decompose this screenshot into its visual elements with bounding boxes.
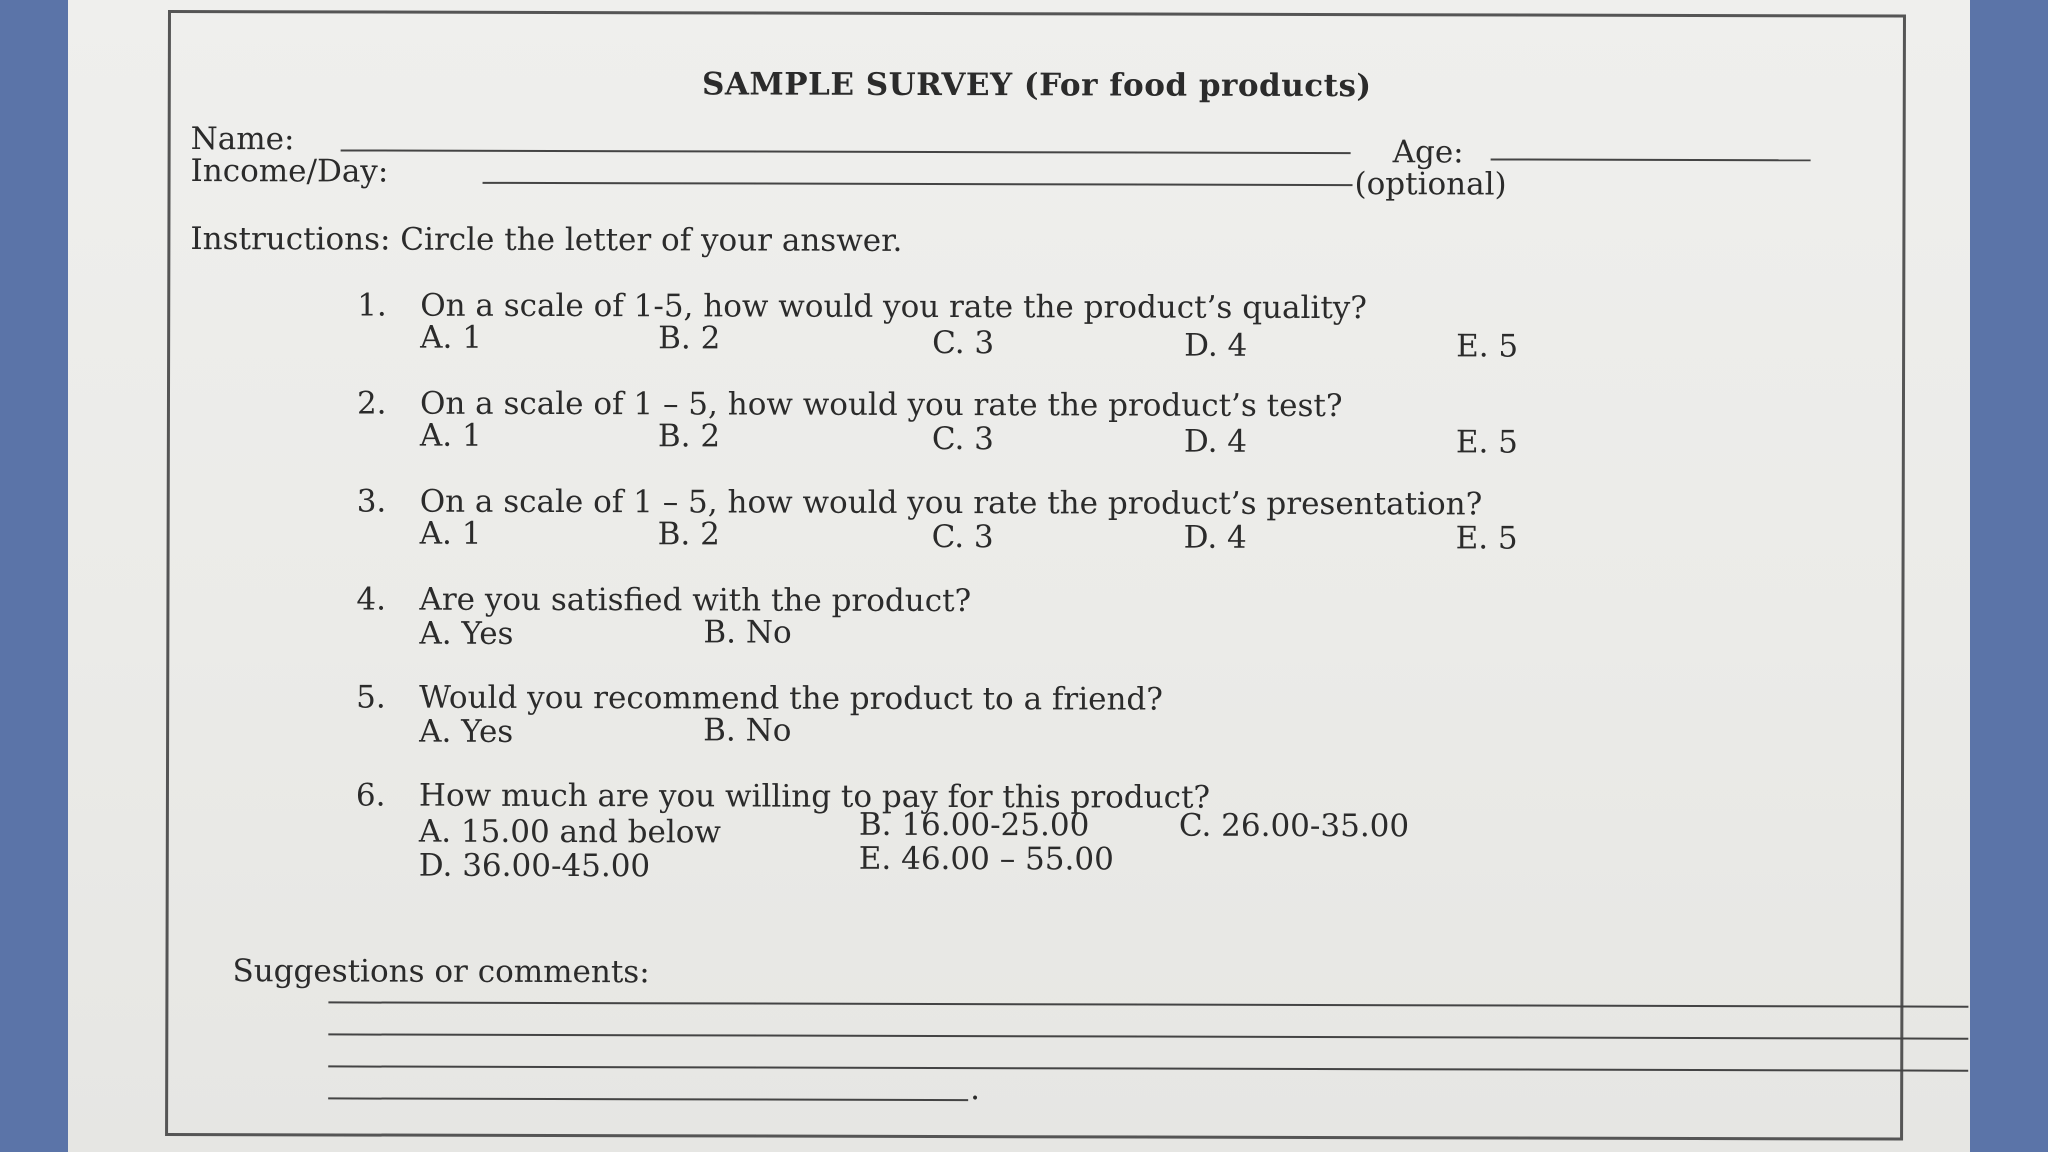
question-number: 5. <box>356 679 386 716</box>
question-4 <box>356 581 972 620</box>
name-label: Name: <box>190 121 295 158</box>
question-text: Are you satisfied with the product? <box>419 581 972 620</box>
q3-option-e[interactable]: E. 5 <box>1455 520 1518 557</box>
comments-line-3[interactable] <box>328 1065 1968 1071</box>
q5-option-a[interactable]: A. Yes <box>419 713 514 750</box>
comments-line-2[interactable] <box>328 1033 1968 1039</box>
q1-option-c[interactable]: C. 3 <box>932 325 995 362</box>
question-text: On a scale of 1 – 5, how would you rate the product’s test? <box>419 385 1343 425</box>
question-text: How much are you willing to pay for this product? <box>418 777 1211 816</box>
q4-option-b[interactable]: B. No <box>703 614 792 651</box>
question-3 <box>356 483 1483 523</box>
q6-option-c[interactable]: C. 26.00-35.00 <box>1178 807 1410 845</box>
q2-option-e[interactable]: E. 5 <box>1455 424 1518 461</box>
question-number: 1. <box>357 287 387 324</box>
q5-option-b[interactable]: B. No <box>703 712 792 749</box>
q3-option-d[interactable]: D. 4 <box>1183 519 1247 556</box>
q3-option-c[interactable]: C. 3 <box>931 519 994 556</box>
instructions-text: Instructions: Circle the letter of your answer. <box>190 221 903 259</box>
age-field[interactable] <box>1491 158 1811 161</box>
survey-title: SAMPLE SURVEY (For food products) <box>701 66 1372 105</box>
income-label: Income/Day: <box>190 153 389 190</box>
income-field[interactable] <box>483 182 1353 186</box>
question-number: 6. <box>355 777 386 814</box>
q1-option-a[interactable]: A. 1 <box>420 319 483 356</box>
q1-option-b[interactable]: B. 2 <box>658 320 721 357</box>
q3-option-a[interactable]: A. 1 <box>419 515 482 552</box>
question-1 <box>357 287 1367 327</box>
q2-option-a[interactable]: A. 1 <box>419 417 482 454</box>
question-text: Would you recommend the product to a friend? <box>419 679 1163 718</box>
question-number: 3. <box>356 483 387 520</box>
question-number: 2. <box>356 385 387 422</box>
q6-option-e[interactable]: E. 46.00 – 55.00 <box>858 840 1114 878</box>
q2-option-b[interactable]: B. 2 <box>657 418 721 455</box>
q2-option-c[interactable]: C. 3 <box>931 421 994 458</box>
q6-option-d[interactable]: D. 36.00-45.00 <box>418 847 651 885</box>
comments-line-1[interactable] <box>328 1001 1968 1007</box>
q6-option-a[interactable]: A. 15.00 and below <box>418 813 722 851</box>
q3-option-b[interactable]: B. 2 <box>657 516 720 553</box>
question-text: On a scale of 1 – 5, how would you rate the product’s presentation? <box>419 483 1483 523</box>
comments-label: Suggestions or comments: <box>232 953 650 991</box>
question-6 <box>355 777 1211 816</box>
q6-option-b[interactable]: B. 16.00-25.00 <box>858 806 1090 844</box>
survey-sheet <box>68 0 1970 1152</box>
q4-option-a[interactable]: A. Yes <box>419 615 514 652</box>
question-number: 4. <box>356 581 387 618</box>
age-label: Age: <box>1392 134 1464 171</box>
optional-note: (optional) <box>1354 166 1507 203</box>
comments-end-mark: . <box>970 1071 981 1108</box>
question-2 <box>356 385 1343 425</box>
question-text: On a scale of 1-5, how would you rate the product’s quality? <box>420 287 1367 327</box>
q2-option-d[interactable]: D. 4 <box>1183 423 1248 460</box>
q1-option-e[interactable]: E. 5 <box>1456 328 1519 365</box>
name-field[interactable] <box>341 149 1351 154</box>
q1-option-d[interactable]: D. 4 <box>1184 327 1248 364</box>
comments-line-4[interactable] <box>328 1097 968 1101</box>
survey-form-border <box>165 10 1906 1141</box>
